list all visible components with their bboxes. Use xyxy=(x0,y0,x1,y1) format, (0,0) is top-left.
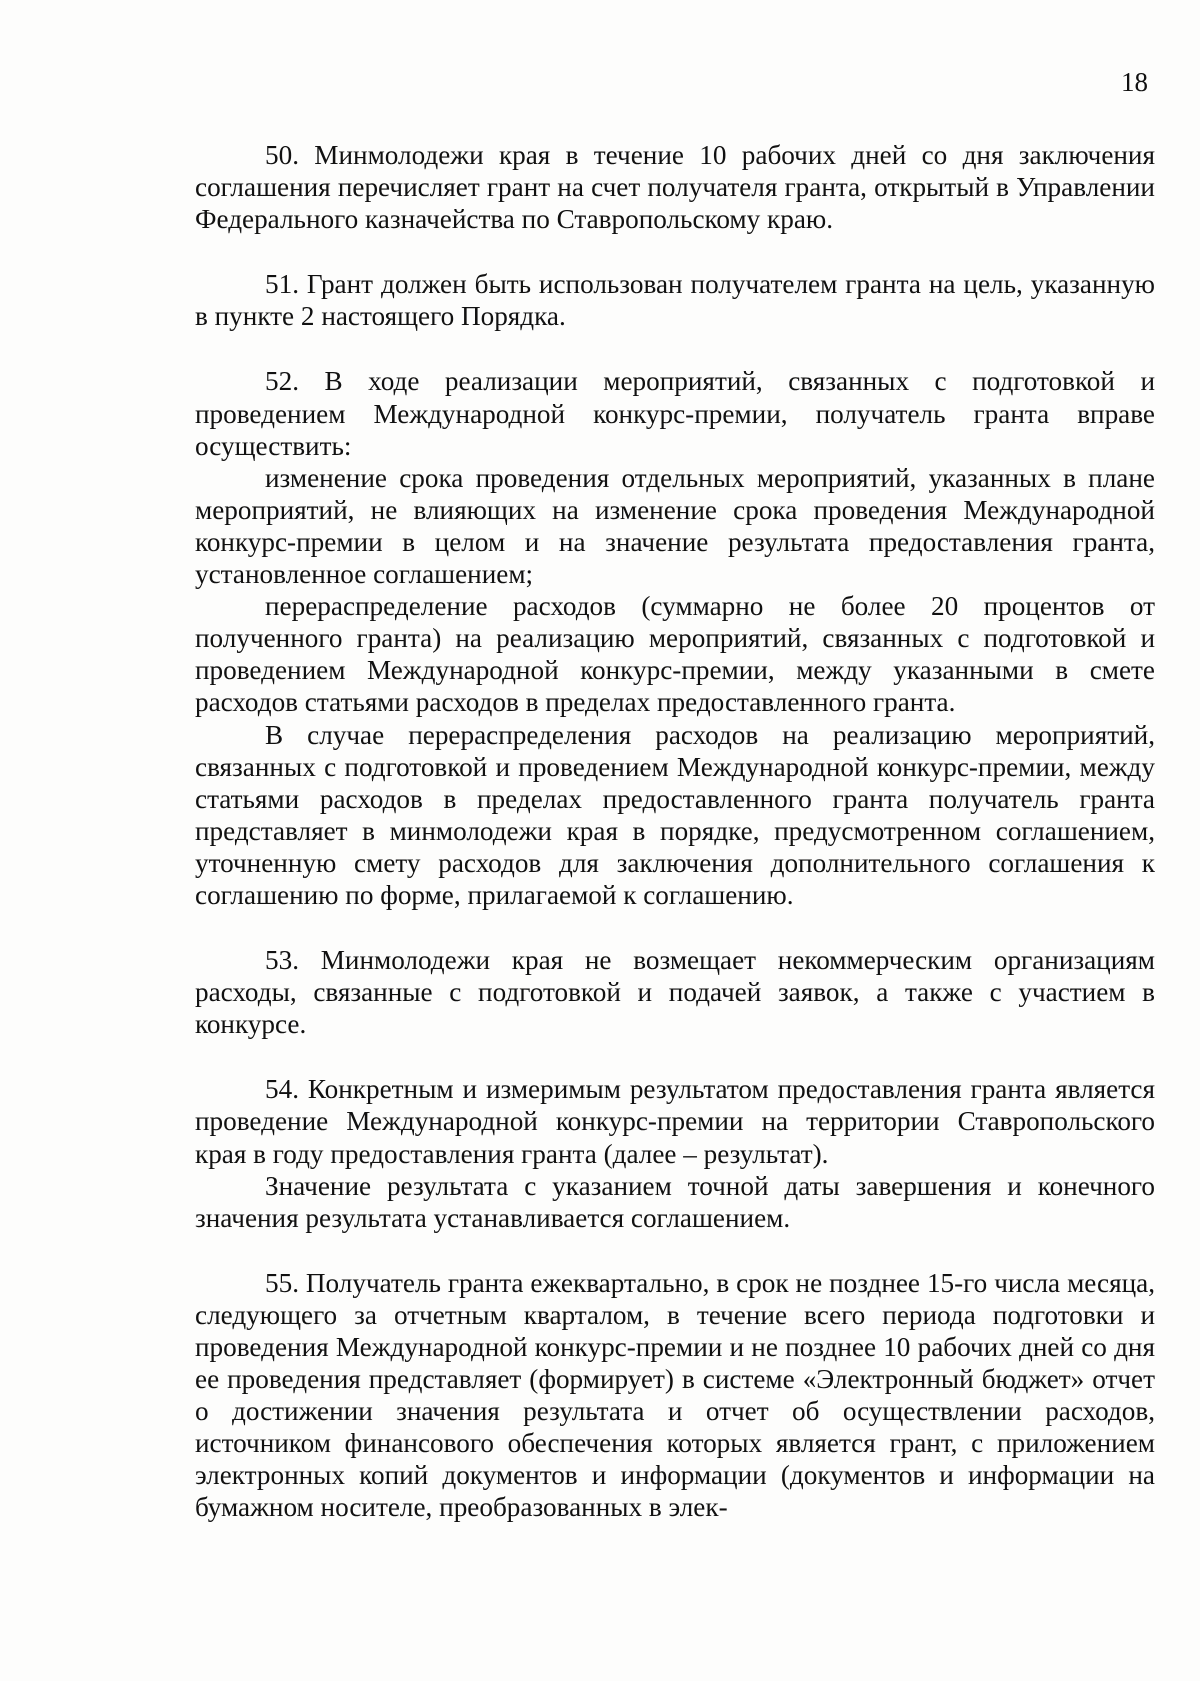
paragraph-54-note: Значение результата с указанием точной даты завершения и конечного значения результата устанавливается соглашением. xyxy=(195,1170,1155,1233)
page-number: 18 xyxy=(1121,67,1148,97)
paragraph-54: 54. Конкретным и измеримым результатом предоставления гранта является проведение Международной конкурс-премии на территории Ставропольского края в году предоставления гранта (далее – результат). xyxy=(195,1074,1155,1169)
paragraph-52-note: В случае перераспределения расходов на реализацию мероприятий, связанных с подготовкой и проведением Международной конкурс-премии, между статьями расходов в пределах предоставленного гранта получатель гранта представляет в минмолодежи края в порядке, предусмотренном соглашением, уточненную смету расходов для заключения дополнительного соглашения к соглашению по форме, прилагаемой к соглашению. xyxy=(195,719,1155,910)
document-body xyxy=(195,139,1155,1524)
paragraph-52-item-2: перераспределение расходов (суммарно не более 20 процентов от полученного гранта) на реализацию мероприятий, связанных с подготовкой и проведением Международной конкурс-премии, между указанными в смете расходов статьями расходов в пределах предоставленного гранта. xyxy=(195,591,1155,718)
paragraph-51: 51. Грант должен быть использован получателем гранта на цель, указанную в пункте 2 настоящего Порядка. xyxy=(195,269,1155,332)
paragraph-52: 52. В ходе реализации мероприятий, связанных с подготовкой и проведением Международной конкурс-премии, получатель гранта вправе осуществить: xyxy=(195,366,1155,461)
paragraph-50: 50. Минмолодежи края в течение 10 рабочих дней со дня заключения соглашения перечисляет грант на счет получателя гранта, открытый в Управлении Федерального казначейства по Ставропольскому краю. xyxy=(195,140,1155,235)
paragraph-53: 53. Минмолодежи края не возмещает некоммерческим организациям расходы, связанные с подготовкой и подачей заявок, а также с участием в конкурсе. xyxy=(195,945,1155,1040)
paragraph-52-item-1: изменение срока проведения отдельных мероприятий, указанных в плане мероприятий, не влияющих на изменение срока проведения Международной конкурс-премии в целом и на значение результата предоставления гранта, установленное соглашением; xyxy=(195,462,1155,590)
paragraph-55: 55. Получатель гранта ежеквартально, в срок не позднее 15-го числа месяца, следующего за отчетным кварталом, в течение всего периода подготовки и проведения Международной конкурс-премии и не позднее 10 рабочих дней со дня ее проведения представляет (формирует) в системе «Электронный бюджет» отчет о достижении значения результата и отчет об осуществлении расходов, источником финансового обеспечения которых является грант, с приложением электронных копий документов и информации (документов и информации на бумажном носителе, преобразованных в элек- xyxy=(195,1267,1155,1523)
